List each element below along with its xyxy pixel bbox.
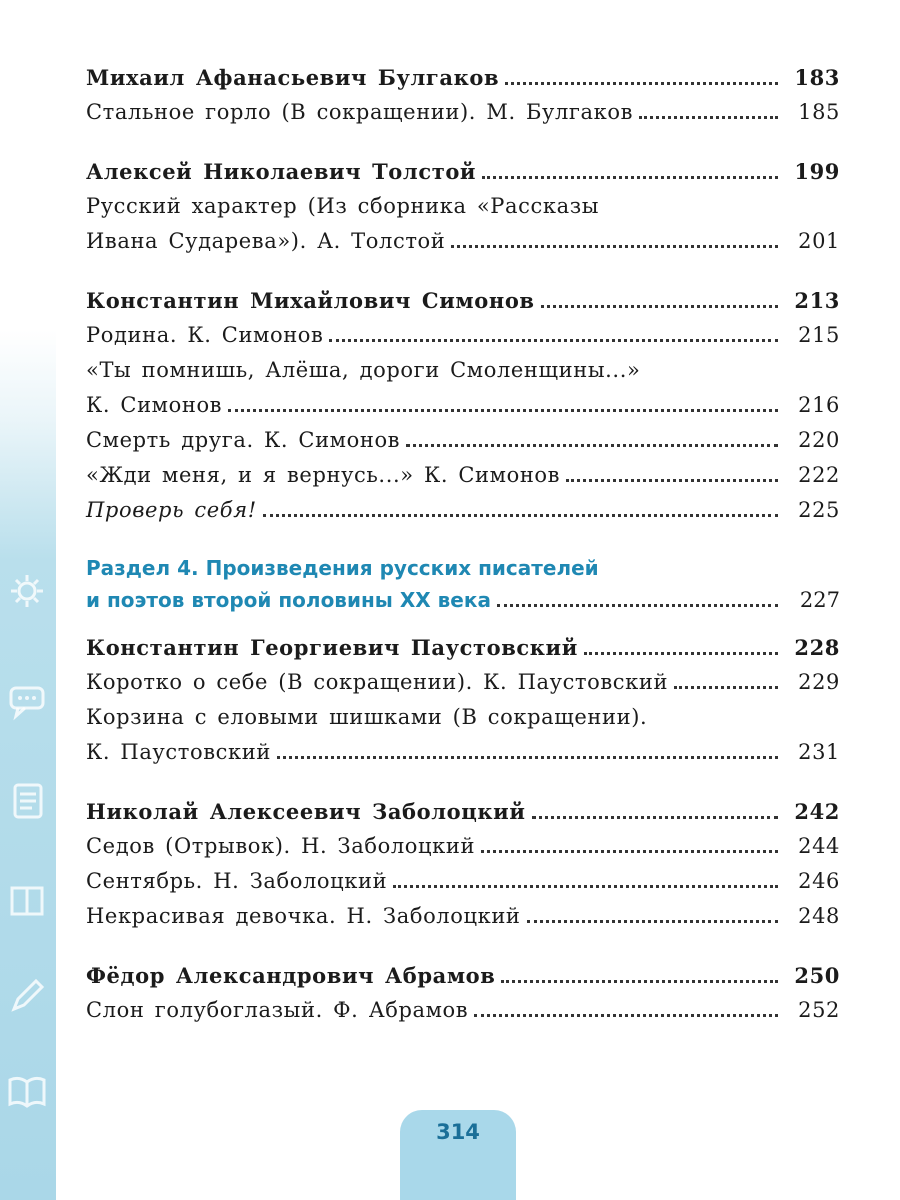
toc-entry[interactable] [86,458,840,493]
toc-entry[interactable] [86,958,840,993]
dot-leader [474,1014,778,1017]
dot-leader [639,116,778,119]
toc-entry-page: 244 [798,834,840,858]
notebook-icon [6,780,48,822]
dot-leader [505,82,778,85]
toc-entry-title: Некрасивая девочка. Н. Заболоцкий [86,904,521,928]
toc-entry-title: Проверь себя! [86,498,257,522]
toc-entry[interactable] [86,224,840,259]
page-number: 314 [436,1120,480,1144]
dot-leader [329,339,778,342]
toc-group-zabolotsky [86,794,840,934]
toc-entry[interactable] [86,794,840,829]
side-decoration-strip [0,0,56,1200]
toc-entry-title-line1: Корзина с еловыми шишками (В сокращении). [86,705,648,729]
toc-entry-title: Стальное горло (В сокращении). М. Булгаков [86,100,634,124]
dot-leader [527,920,778,923]
toc-entry[interactable] [86,154,840,189]
dot-leader [228,409,778,412]
toc-entry-title: Смерть друга. К. Симонов [86,428,401,452]
pencil-icon [6,975,48,1017]
section-heading [86,552,840,616]
toc-entry-page: 216 [798,393,840,417]
toc-group-simonov [86,283,840,528]
toc-entry-page: 220 [798,428,840,452]
dot-leader [393,885,778,888]
toc-entry-title: К. Симонов [86,393,223,417]
dot-leader [451,245,778,248]
toc-entry[interactable] [86,993,840,1028]
toc-entry-page: 213 [794,288,840,313]
dot-leader [541,305,778,308]
dot-leader [482,176,778,179]
toc-entry-page: 199 [794,159,840,184]
toc-entry-title-line1: «Ты помнишь, Алёша, дороги Смоленщины...» [86,358,641,382]
toc-entry[interactable] [86,423,840,458]
toc-entry-page: 215 [798,323,840,347]
dot-leader [566,479,778,482]
toc-group-bulgakov [86,60,840,130]
toc-group-paustovsky [86,630,840,770]
dot-leader [532,816,779,819]
toc-entry-page: 250 [794,963,840,988]
toc-entry-page: 183 [794,65,840,90]
toc-entry-title: Ивана Сударева»). А. Толстой [86,229,446,253]
toc-entry[interactable] [86,899,840,934]
toc-entry-section[interactable] [86,584,840,616]
toc-entry[interactable] [86,665,840,700]
toc-entry-title: Фёдор Александрович Абрамов [86,963,496,988]
chat-bubble-icon [6,680,48,722]
toc-entry-page: 222 [798,463,840,487]
toc-entry-page: 252 [798,998,840,1022]
dot-leader [584,652,778,655]
table-of-contents [86,60,840,1052]
toc-group-tolstoy [86,154,840,259]
toc-entry-page: 228 [794,635,840,660]
toc-entry-title: Михаил Афанасьевич Булгаков [86,65,500,90]
dot-leader [481,850,778,853]
open-book-icon [6,1070,48,1112]
page-number-tab [400,1110,516,1200]
toc-entry-page: 242 [794,799,840,824]
toc-entry-title: К. Паустовский [86,740,271,764]
toc-entry-title: Алексей Николаевич Толстой [86,159,477,184]
dot-leader [277,756,778,759]
toc-entry-title: Сентябрь. Н. Заболоцкий [86,869,388,893]
dot-leader [674,686,778,689]
toc-group-abramov [86,958,840,1028]
toc-entry-page: 227 [799,588,840,612]
toc-entry[interactable] [86,95,840,130]
book-icon [6,880,48,922]
section-title-line1: Раздел 4. Произведения русских писателей [86,556,599,580]
toc-entry-title: Константин Михайлович Симонов [86,288,535,313]
toc-entry-title: Константин Георгиевич Паустовский [86,635,578,660]
toc-entry-title: Родина. К. Симонов [86,323,324,347]
toc-entry[interactable] [86,388,840,423]
toc-entry[interactable] [86,735,840,770]
toc-entry-page: 231 [798,740,840,764]
toc-entry-page: 225 [798,498,840,522]
toc-entry-title: Седов (Отрывок). Н. Заболоцкий [86,834,476,858]
dot-leader [406,444,778,447]
toc-entry-page: 246 [798,869,840,893]
toc-entry[interactable] [86,60,840,95]
toc-entry[interactable] [86,283,840,318]
toc-entry-title: Коротко о себе (В сокращении). К. Паустовский [86,670,669,694]
dot-leader [263,514,778,517]
gear-icon [6,570,48,612]
toc-entry-page: 229 [798,670,840,694]
dot-leader [501,980,778,983]
toc-entry[interactable] [86,829,840,864]
toc-entry-title: Слон голубоглазый. Ф. Абрамов [86,998,469,1022]
toc-entry-title-line1: Русский характер (Из сборника «Рассказы [86,194,600,218]
toc-entry-title: «Жди меня, и я вернусь...» К. Симонов [86,463,561,487]
toc-entry-page: 185 [798,100,840,124]
toc-entry-title: Николай Алексеевич Заболоцкий [86,799,526,824]
section-title-line2: и поэтов второй половины XX века [86,588,491,612]
toc-entry-page: 201 [798,229,840,253]
toc-entry[interactable] [86,318,840,353]
toc-entry[interactable] [86,864,840,899]
toc-entry[interactable] [86,630,840,665]
toc-entry[interactable] [86,493,840,528]
toc-entry-page: 248 [798,904,840,928]
dot-leader [497,604,778,607]
